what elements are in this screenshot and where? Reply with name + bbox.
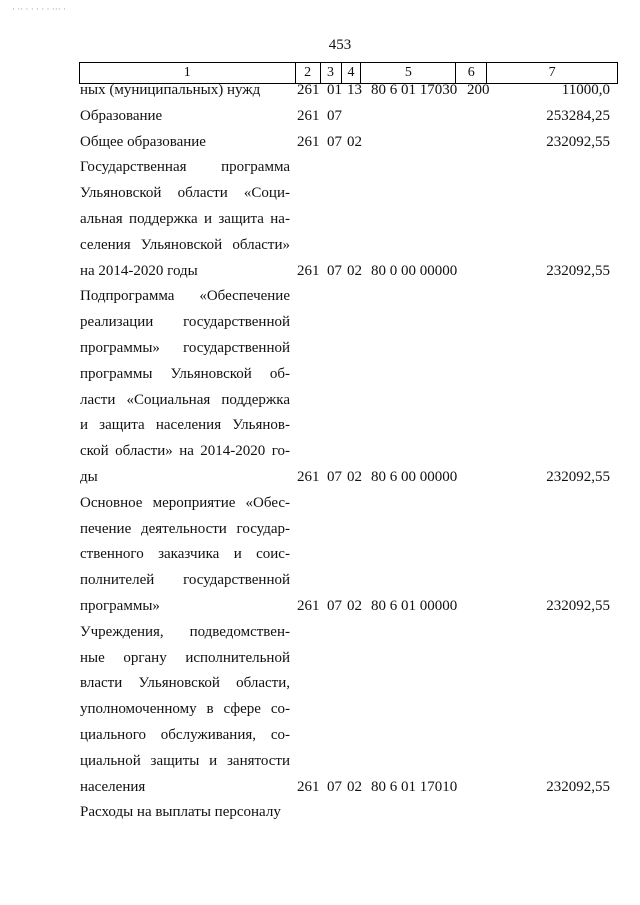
- cell-c6: 200: [467, 82, 490, 98]
- row-text-line: Основное мероприятие «Обес-: [80, 494, 290, 511]
- row-text-line: Расходы на выплаты персоналу: [80, 804, 281, 821]
- cell-c3: 07: [327, 262, 342, 279]
- cell-c7: 232092,55: [546, 598, 610, 614]
- cell-c7: 11000,0: [561, 82, 610, 98]
- row-text-line: ской области» на 2014-2020 го-: [80, 443, 290, 460]
- row-text-line: ные органу исполнительной: [80, 649, 290, 666]
- row-text-line: на 2014-2020 годы: [80, 262, 198, 279]
- row-text-line: Государственная программа: [80, 159, 290, 176]
- row-text-line: ды: [80, 469, 98, 485]
- header-col-1: 1: [80, 63, 296, 83]
- cell-c3: 07: [327, 778, 342, 795]
- scan-marks: · ·· · · · · · ··· ·: [12, 4, 66, 14]
- cell-c5: 80 6 01 17030: [371, 82, 458, 98]
- header-col-4: 4: [342, 63, 362, 83]
- header-col-3: 3: [321, 63, 342, 83]
- row-text-line: уполномоченному в сфере со-: [80, 701, 290, 718]
- cell-c2: 261: [297, 598, 320, 614]
- cell-c2: 261: [297, 778, 320, 795]
- row-text-line: селения Ульяновской области»: [80, 236, 290, 253]
- cell-c2: 261: [297, 469, 320, 485]
- header-col-7: 7: [548, 65, 556, 80]
- cell-c7: 232092,55: [546, 778, 610, 795]
- row-text-line: Ульяновской области «Соци-: [80, 185, 290, 202]
- cell-c5: 80 0 00 00000: [371, 262, 458, 279]
- cell-c7: 232092,55: [546, 469, 610, 485]
- cell-c2: 261: [297, 107, 320, 124]
- cell-c5: 80 6 01 00000: [371, 598, 458, 614]
- row-text-line: Образование: [80, 107, 163, 124]
- cell-c7: 232092,55: [546, 262, 610, 279]
- header-col-2: 2: [296, 63, 321, 83]
- cell-c5: 80 6 01 17010: [371, 778, 458, 795]
- header-col-5: 5: [361, 63, 456, 83]
- cell-c4: 02: [347, 262, 362, 279]
- row-text-line: циальной защиты и занятости: [80, 752, 290, 769]
- row-text-line: населения: [80, 778, 146, 795]
- row-text-line: программы»: [80, 598, 160, 614]
- header-col-6: 6: [456, 63, 487, 83]
- row-text-line: печение деятельности государ-: [80, 520, 290, 537]
- row-text-line: программы» государственной: [80, 340, 290, 356]
- cell-c3: 01: [327, 82, 342, 98]
- cell-c4: 13: [347, 82, 362, 98]
- row-text-line: полнителей государственной: [80, 572, 290, 589]
- cell-c7: 253284,25: [546, 107, 610, 124]
- cell-c3: 07: [327, 133, 342, 150]
- cell-c4: 02: [347, 133, 362, 150]
- cell-c2: 261: [297, 82, 320, 98]
- page-number: 453: [328, 37, 352, 53]
- row-text-line: программы Ульяновской об-: [80, 365, 290, 382]
- row-text-line: циального обслуживания, со-: [80, 727, 290, 743]
- cell-c7: 232092,55: [546, 133, 610, 150]
- cell-c2: 261: [297, 262, 320, 279]
- row-text-line: Учреждения, подведомствен-: [80, 623, 290, 640]
- row-text-line: ственного заказчика и соис-: [80, 546, 290, 563]
- cell-c4: 02: [347, 469, 362, 485]
- row-text-line: Общее образование: [80, 133, 206, 150]
- row-text-line: альная поддержка и защита на-: [80, 211, 290, 227]
- cell-c5: 80 6 00 00000: [371, 469, 458, 485]
- row-text-line: власти Ульяновской области,: [80, 675, 290, 692]
- row-text-line: и защита населения Ульянов-: [80, 417, 290, 434]
- cell-c3: 07: [327, 469, 342, 485]
- cell-c4: 02: [347, 778, 362, 795]
- cell-c3: 07: [327, 107, 342, 124]
- row-text-line: Подпрограмма «Обеспечение: [80, 288, 290, 305]
- row-text-line: ных (муниципальных) нужд: [80, 82, 261, 98]
- row-text-line: реализации государственной: [80, 314, 290, 331]
- cell-c2: 261: [297, 133, 320, 150]
- row-text-line: ласти «Социальная поддержка: [80, 391, 290, 408]
- cell-c4: 02: [347, 598, 362, 614]
- cell-c3: 07: [327, 598, 342, 614]
- table-header: [79, 62, 618, 84]
